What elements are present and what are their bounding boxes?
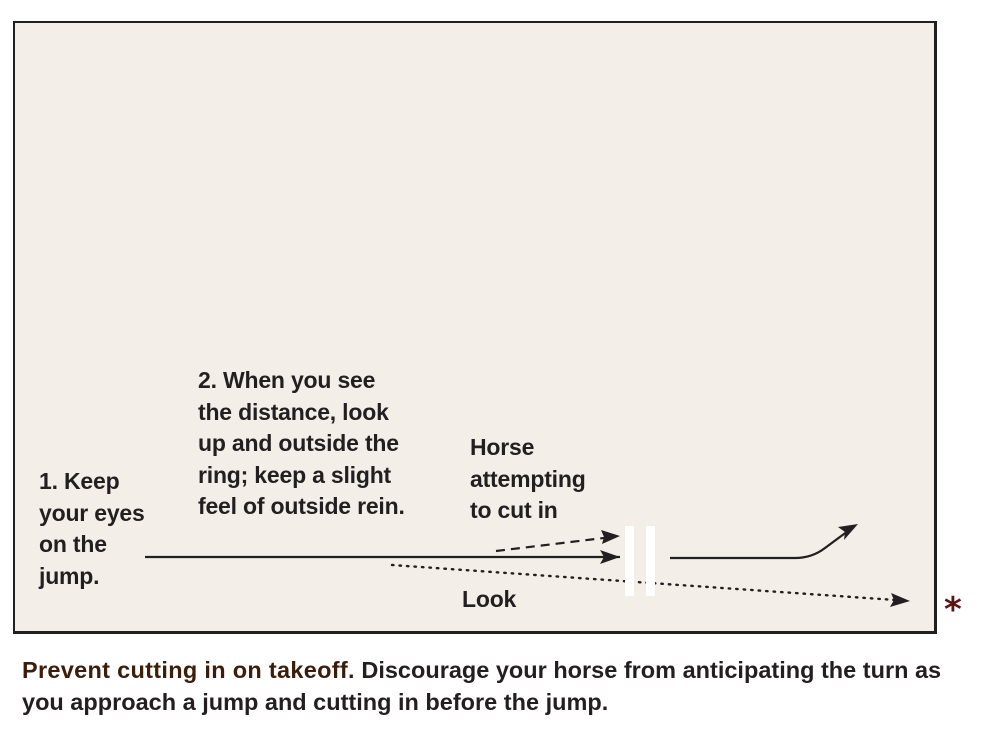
caption-text: Discourage your horse from anticipating the turn as you approach a jump and cutting in before the jump. — [22, 657, 942, 715]
landing-curve — [670, 531, 848, 558]
caption — [22, 654, 982, 718]
cut-in-dashed-line — [496, 537, 612, 551]
look-label: Look — [462, 586, 517, 612]
step-2-label: 2. When you see the distance, look up and outside the ring; keep a slight feel of outside rein. — [198, 367, 405, 519]
asterisk-marker: * — [944, 590, 962, 630]
jump-rails — [625, 526, 655, 596]
caption-title: Prevent cutting in on takeoff. — [22, 657, 355, 683]
step-1-label: 1. Keep your eyes on the jump. — [39, 468, 145, 589]
horse-cut-in-label: Horse attempting to cut in — [470, 434, 586, 523]
landing-arrowhead — [838, 524, 858, 540]
